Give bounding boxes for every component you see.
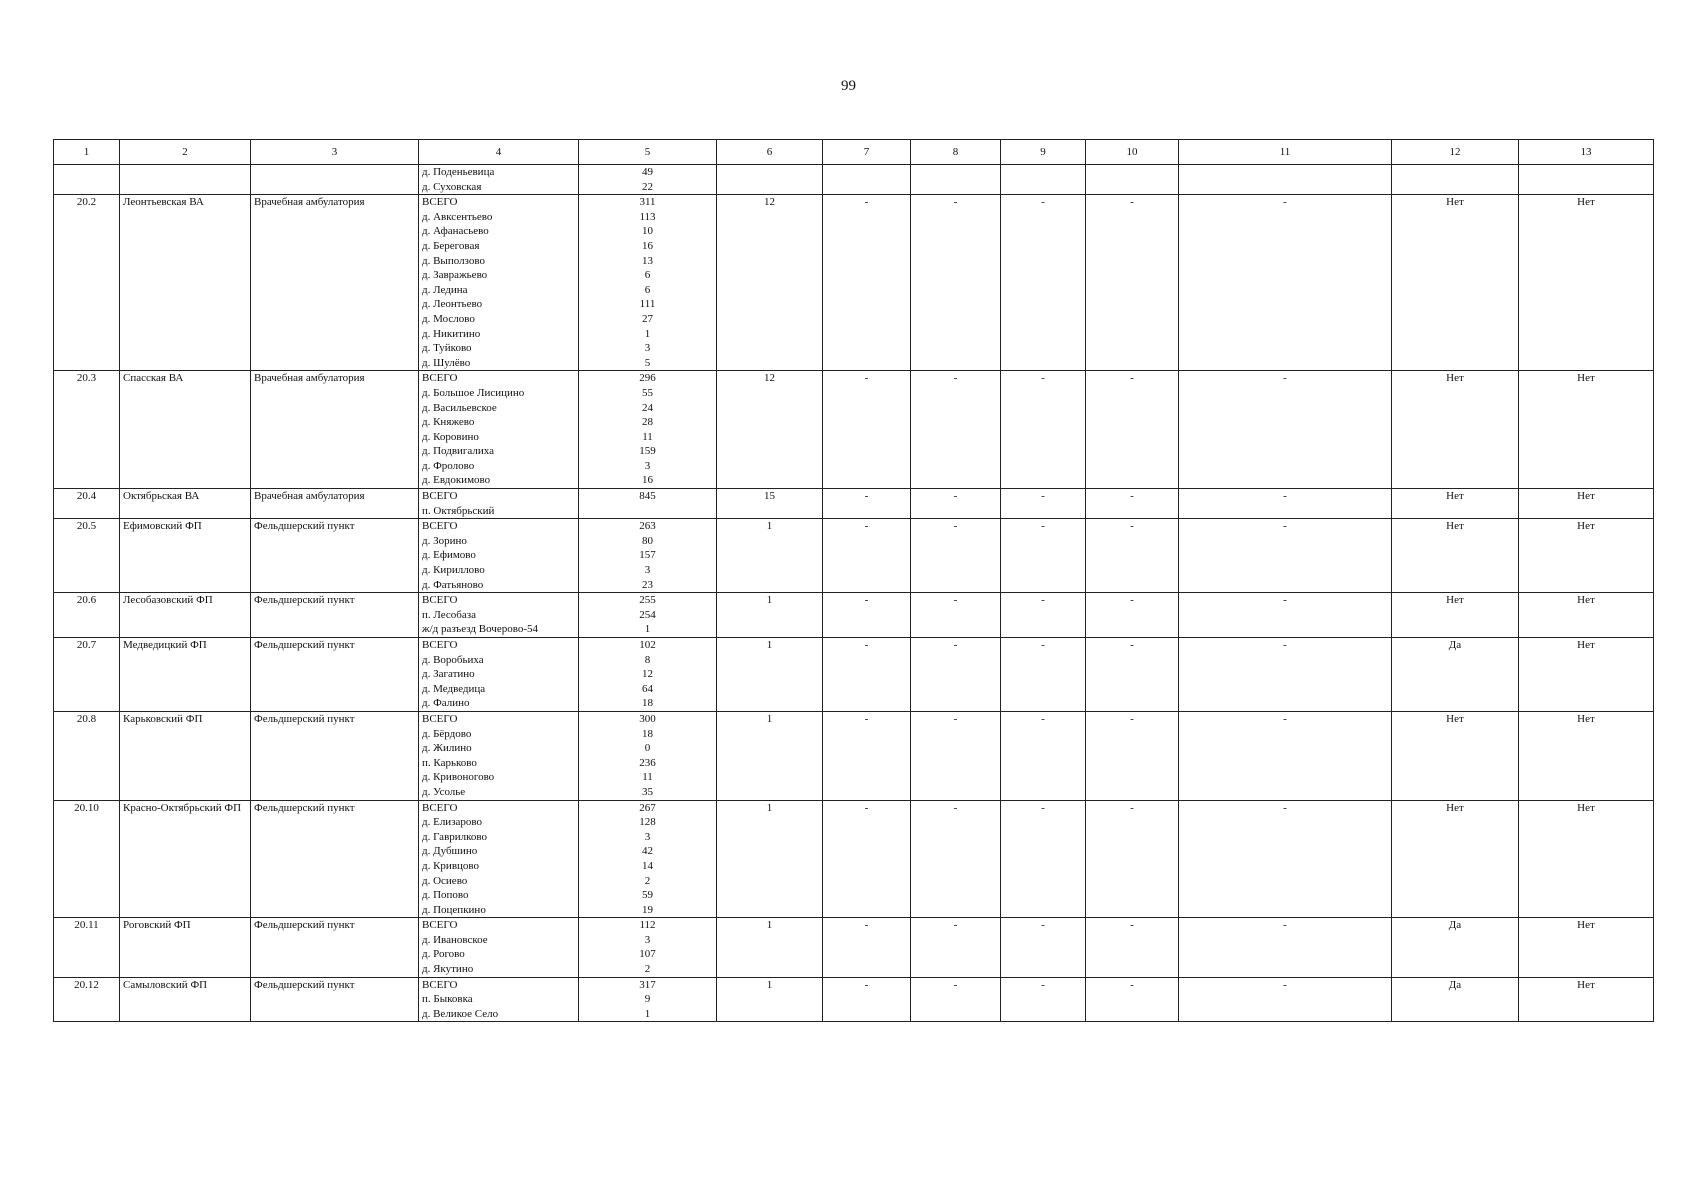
facility-number-cell: 20.8 (54, 711, 120, 800)
table-row (54, 195, 1654, 371)
column-12-cell: Нет (1392, 519, 1519, 593)
column-8-cell: - (911, 918, 1001, 977)
column-9-cell: - (1001, 489, 1086, 519)
facility-name-cell: Октябрьская ВА (120, 489, 251, 519)
column-10-cell: - (1086, 977, 1179, 1022)
column-11-cell: - (1179, 977, 1392, 1022)
column-6-cell: 12 (717, 371, 823, 489)
column-11-cell: - (1179, 800, 1392, 918)
column-10-cell: - (1086, 711, 1179, 800)
population-value: 64 (642, 682, 653, 695)
column-12-cell: Да (1392, 638, 1519, 712)
settlement-name: д. Дубшино (422, 845, 478, 858)
population-value: 5 (644, 356, 651, 369)
facility-name-cell: Леонтьевская ВА (120, 195, 251, 371)
population-value: 8 (644, 653, 651, 666)
column-11-cell (1179, 165, 1392, 195)
column-6-cell: 1 (717, 977, 823, 1022)
settlements-cell (419, 165, 579, 195)
population-value: 55 (642, 386, 653, 399)
facility-type-cell: Фельдшерский пункт (251, 800, 419, 918)
population-value: 254 (639, 608, 656, 621)
column-11-cell: - (1179, 638, 1392, 712)
settlement-name: д. Осиево (422, 874, 468, 887)
population-value: 9 (644, 993, 651, 1006)
column-12-cell: Нет (1392, 195, 1519, 371)
column-11-cell: - (1179, 519, 1392, 593)
column-7-cell: - (823, 638, 911, 712)
column-header-6: 6 (717, 140, 823, 165)
column-11-cell: - (1179, 489, 1392, 519)
table-row (54, 977, 1654, 1022)
table-row (54, 519, 1654, 593)
settlement-name: д. Суховская (422, 180, 482, 193)
table-row (54, 800, 1654, 918)
column-9-cell: - (1001, 638, 1086, 712)
population-value: 11 (642, 430, 653, 443)
settlement-name: д. Медведица (422, 682, 486, 695)
column-7-cell: - (823, 519, 911, 593)
population-value: 1 (644, 623, 651, 636)
column-13-cell: Нет (1519, 800, 1654, 918)
settlement-name: д. Фалино (422, 697, 470, 710)
column-header-10: 10 (1086, 140, 1179, 165)
population-value: 267 (639, 801, 656, 814)
population-value: 16 (642, 239, 653, 252)
settlement-name: д. Поцепкино (422, 903, 486, 916)
column-6-cell: 1 (717, 519, 823, 593)
column-7-cell: - (823, 918, 911, 977)
population-value: 1 (644, 327, 651, 340)
column-header-2: 2 (120, 140, 251, 165)
column-13-cell: Нет (1519, 711, 1654, 800)
facility-type-cell (251, 165, 419, 195)
settlement-name: д. Ефимово (422, 549, 476, 562)
settlement-name: ВСЕГО (422, 919, 458, 932)
population-value: 107 (639, 948, 656, 961)
column-header-13: 13 (1519, 140, 1654, 165)
facility-name-cell (120, 165, 251, 195)
population-value: 111 (639, 298, 656, 311)
settlements-cell (419, 519, 579, 593)
population-cell (579, 711, 717, 800)
population-value: 2 (644, 874, 651, 887)
settlement-name: п. Лесобаза (422, 608, 477, 621)
table-row (54, 165, 1654, 195)
column-header-12: 12 (1392, 140, 1519, 165)
population-cell (579, 165, 717, 195)
population-cell (579, 800, 717, 918)
healthcare-facilities-table (53, 139, 1654, 1022)
table-header (54, 140, 1654, 165)
facility-name-cell: Самыловский ФП (120, 977, 251, 1022)
population-value: 317 (639, 978, 656, 991)
table-row (54, 918, 1654, 977)
page-number: 99 (841, 78, 856, 94)
population-value: 13 (642, 254, 653, 267)
column-7-cell: - (823, 800, 911, 918)
facility-number-cell: 20.7 (54, 638, 120, 712)
population-value: 845 (639, 490, 656, 503)
column-10-cell: - (1086, 918, 1179, 977)
column-6-cell: 15 (717, 489, 823, 519)
column-12-cell: Нет (1392, 711, 1519, 800)
settlement-name: д. Фатьяново (422, 578, 484, 591)
facility-type-cell: Фельдшерский пункт (251, 638, 419, 712)
settlement-name: д. Усолье (422, 785, 466, 798)
column-8-cell (911, 165, 1001, 195)
population-cell (579, 371, 717, 489)
facility-number-cell: 20.3 (54, 371, 120, 489)
population-value: 3 (644, 564, 651, 577)
column-6-cell: 12 (717, 195, 823, 371)
population-value: 263 (639, 520, 656, 533)
column-6-cell: 1 (717, 918, 823, 977)
population-cell (579, 593, 717, 638)
population-value: 3 (644, 830, 651, 843)
settlement-name: д. Береговая (422, 239, 480, 252)
column-12-cell: Нет (1392, 489, 1519, 519)
settlement-name: д. Кириллово (422, 564, 485, 577)
column-13-cell: Нет (1519, 371, 1654, 489)
settlement-name: п. Быковка (422, 993, 473, 1006)
settlement-name: д. Большое Лисицино (422, 386, 525, 399)
table-row (54, 593, 1654, 638)
column-7-cell: - (823, 371, 911, 489)
population-value: 255 (639, 594, 656, 607)
facility-name-cell: Медведицкий ФП (120, 638, 251, 712)
population-value: 311 (639, 196, 656, 209)
settlement-name: д. Коровино (422, 430, 479, 443)
settlement-name: д. Никитино (422, 327, 481, 340)
facility-type-cell: Фельдшерский пункт (251, 977, 419, 1022)
column-header-3: 3 (251, 140, 419, 165)
column-11-cell: - (1179, 371, 1392, 489)
column-7-cell: - (823, 977, 911, 1022)
settlements-cell (419, 195, 579, 371)
settlement-name: д. Княжево (422, 416, 475, 429)
population-value: 6 (644, 269, 651, 282)
column-6-cell: 1 (717, 593, 823, 638)
settlement-name: д. Выползово (422, 254, 485, 267)
settlement-name: д. Евдокимово (422, 474, 491, 487)
population-value: 3 (644, 342, 651, 355)
column-10-cell: - (1086, 800, 1179, 918)
facility-number-cell: 20.6 (54, 593, 120, 638)
facility-number-cell: 20.2 (54, 195, 120, 371)
table-row (54, 711, 1654, 800)
facility-number-cell: 20.11 (54, 918, 120, 977)
column-6-cell: 1 (717, 800, 823, 918)
population-cell (579, 977, 717, 1022)
settlement-name: д. Завражьево (422, 269, 488, 282)
settlement-name: п. Карьково (422, 756, 477, 769)
settlement-name: ВСЕГО (422, 712, 458, 725)
facility-name-cell: Лесобазовский ФП (120, 593, 251, 638)
column-header-9: 9 (1001, 140, 1086, 165)
facility-type-cell: Фельдшерский пункт (251, 519, 419, 593)
settlement-name: д. Великое Село (422, 1007, 499, 1020)
column-12-cell: Нет (1392, 800, 1519, 918)
population-value: 112 (639, 919, 656, 932)
facility-type-cell: Фельдшерский пункт (251, 593, 419, 638)
column-7-cell: - (823, 489, 911, 519)
column-9-cell (1001, 165, 1086, 195)
column-13-cell: Нет (1519, 519, 1654, 593)
column-9-cell: - (1001, 711, 1086, 800)
population-value: 11 (642, 771, 653, 784)
population-value: 80 (642, 534, 653, 547)
column-9-cell: - (1001, 977, 1086, 1022)
settlement-name: д. Рогово (422, 948, 465, 961)
column-header-1: 1 (54, 140, 120, 165)
column-10-cell: - (1086, 593, 1179, 638)
column-9-cell: - (1001, 800, 1086, 918)
column-12-cell: Нет (1392, 593, 1519, 638)
column-9-cell: - (1001, 195, 1086, 371)
column-8-cell: - (911, 638, 1001, 712)
column-13-cell: Нет (1519, 977, 1654, 1022)
column-8-cell: - (911, 489, 1001, 519)
settlement-name: д. Кривоногово (422, 771, 495, 784)
population-value: 0 (644, 742, 651, 755)
column-11-cell: - (1179, 918, 1392, 977)
column-8-cell: - (911, 977, 1001, 1022)
population-value: 6 (644, 283, 651, 296)
facility-name-cell: Красно-Октябрьский ФП (120, 800, 251, 918)
settlements-cell (419, 593, 579, 638)
settlement-name: д. Гаврилково (422, 830, 488, 843)
population-value: 3 (644, 459, 651, 472)
column-12-cell: Нет (1392, 371, 1519, 489)
column-8-cell: - (911, 800, 1001, 918)
column-header-8: 8 (911, 140, 1001, 165)
facility-name-cell: Роговский ФП (120, 918, 251, 977)
population-cell (579, 519, 717, 593)
column-header-7: 7 (823, 140, 911, 165)
population-value: 23 (642, 578, 653, 591)
settlement-name: д. Афанасьево (422, 225, 489, 238)
column-10-cell: - (1086, 371, 1179, 489)
settlement-name: д. Якутино (422, 963, 474, 976)
column-9-cell: - (1001, 371, 1086, 489)
settlement-name: д. Зорино (422, 534, 467, 547)
population-value: 12 (642, 668, 653, 681)
column-7-cell: - (823, 593, 911, 638)
column-10-cell: - (1086, 519, 1179, 593)
population-cell (579, 638, 717, 712)
column-11-cell: - (1179, 593, 1392, 638)
settlement-name: д. Жилино (422, 742, 472, 755)
column-13-cell: Нет (1519, 918, 1654, 977)
population-value: 59 (642, 889, 653, 902)
settlement-name: д. Попово (422, 889, 469, 902)
population-value: 28 (642, 416, 653, 429)
settlement-name: д. Авксентьево (422, 210, 493, 223)
population-value: 128 (639, 816, 656, 829)
settlement-name: ВСЕГО (422, 801, 458, 814)
column-13-cell: Нет (1519, 195, 1654, 371)
column-12-cell: Да (1392, 918, 1519, 977)
population-value: 49 (642, 166, 653, 178)
settlement-name: ВСЕГО (422, 978, 458, 991)
population-cell (579, 195, 717, 371)
column-13-cell (1519, 165, 1654, 195)
settlement-name: д. Туйково (422, 342, 472, 355)
settlement-name: д. Васильевское (422, 401, 497, 414)
column-11-cell: - (1179, 195, 1392, 371)
settlement-name: ВСЕГО (422, 520, 458, 533)
column-8-cell: - (911, 195, 1001, 371)
settlement-name: д. Ивановское (422, 933, 488, 946)
column-7-cell: - (823, 195, 911, 371)
population-value: 22 (642, 180, 653, 193)
settlement-name: д. Подвигалиха (422, 445, 495, 458)
settlements-cell (419, 800, 579, 918)
settlements-cell (419, 711, 579, 800)
settlement-name: ВСЕГО (422, 372, 458, 385)
population-value: 35 (642, 785, 653, 798)
settlements-cell (419, 371, 579, 489)
table-body (54, 165, 1654, 1022)
column-header-11: 11 (1179, 140, 1392, 165)
settlements-cell (419, 489, 579, 519)
facility-type-cell: Врачебная амбулатория (251, 489, 419, 519)
population-value: 24 (642, 401, 653, 414)
settlements-cell (419, 977, 579, 1022)
settlement-name: д. Поденьевица (422, 166, 495, 178)
settlement-name: д. Кривцово (422, 859, 480, 872)
population-value: 18 (642, 727, 653, 740)
population-value: 300 (639, 712, 656, 725)
facility-type-cell: Фельдшерский пункт (251, 918, 419, 977)
column-6-cell (717, 165, 823, 195)
facility-number-cell: 20.12 (54, 977, 120, 1022)
population-value: 157 (639, 549, 656, 562)
settlement-name: д. Воробьиха (422, 653, 484, 666)
table-row (54, 489, 1654, 519)
population-value: 3 (644, 933, 651, 946)
facility-number-cell: 20.4 (54, 489, 120, 519)
table-row (54, 371, 1654, 489)
column-8-cell: - (911, 593, 1001, 638)
column-8-cell: - (911, 519, 1001, 593)
settlement-name: д. Ледина (422, 283, 468, 296)
column-9-cell: - (1001, 519, 1086, 593)
column-header-5: 5 (579, 140, 717, 165)
settlement-name: д. Мослово (422, 312, 475, 325)
facility-name-cell: Спасская ВА (120, 371, 251, 489)
column-13-cell: Нет (1519, 593, 1654, 638)
facility-number-cell: 20.10 (54, 800, 120, 918)
population-value: 296 (639, 372, 656, 385)
column-13-cell: Нет (1519, 489, 1654, 519)
facility-name-cell: Карьковский ФП (120, 711, 251, 800)
settlement-name: ж/д разъезд Вочерово-54 (422, 623, 538, 636)
settlement-name: д. Фролово (422, 459, 475, 472)
population-value: 2 (644, 963, 651, 976)
column-8-cell: - (911, 711, 1001, 800)
column-8-cell: - (911, 371, 1001, 489)
settlements-cell (419, 918, 579, 977)
settlement-name: д. Загатино (422, 668, 475, 681)
facility-type-cell: Врачебная амбулатория (251, 195, 419, 371)
column-9-cell: - (1001, 918, 1086, 977)
settlement-name: ВСЕГО (422, 490, 458, 503)
facility-type-cell: Фельдшерский пункт (251, 711, 419, 800)
table-row (54, 638, 1654, 712)
facility-name-cell: Ефимовский ФП (120, 519, 251, 593)
population-value: 42 (642, 845, 653, 858)
settlement-name: д. Елизарово (422, 816, 483, 829)
population-value: 14 (642, 859, 653, 872)
population-cell (579, 489, 717, 519)
column-10-cell: - (1086, 195, 1179, 371)
population-value: 19 (642, 903, 653, 916)
column-11-cell: - (1179, 711, 1392, 800)
population-value: 159 (639, 445, 656, 458)
column-7-cell (823, 165, 911, 195)
column-10-cell (1086, 165, 1179, 195)
column-6-cell: 1 (717, 638, 823, 712)
column-header-4: 4 (419, 140, 579, 165)
facility-type-cell: Врачебная амбулатория (251, 371, 419, 489)
population-value: 236 (639, 756, 656, 769)
column-7-cell: - (823, 711, 911, 800)
settlement-name: п. Октябрьский (422, 504, 495, 517)
settlement-name: д. Леонтьево (422, 298, 483, 311)
population-value: 18 (642, 697, 653, 710)
column-12-cell (1392, 165, 1519, 195)
population-value: 113 (639, 210, 656, 223)
settlements-cell (419, 638, 579, 712)
population-value: 102 (639, 639, 656, 651)
population-value: 16 (642, 474, 653, 487)
facility-number-cell: 20.5 (54, 519, 120, 593)
settlement-name: д. Шулёво (422, 356, 471, 369)
column-6-cell: 1 (717, 711, 823, 800)
settlement-name: д. Бёрдово (422, 727, 472, 740)
population-value: 1 (644, 1007, 651, 1020)
settlement-name: ВСЕГО (422, 196, 458, 209)
settlement-name: ВСЕГО (422, 639, 458, 651)
header-row (54, 140, 1654, 165)
column-10-cell: - (1086, 638, 1179, 712)
column-12-cell: Да (1392, 977, 1519, 1022)
column-10-cell: - (1086, 489, 1179, 519)
population-value: 10 (642, 225, 653, 238)
facility-number-cell (54, 165, 120, 195)
column-9-cell: - (1001, 593, 1086, 638)
settlement-name: ВСЕГО (422, 594, 458, 607)
population-value: 27 (642, 312, 653, 325)
population-cell (579, 918, 717, 977)
column-13-cell: Нет (1519, 638, 1654, 712)
